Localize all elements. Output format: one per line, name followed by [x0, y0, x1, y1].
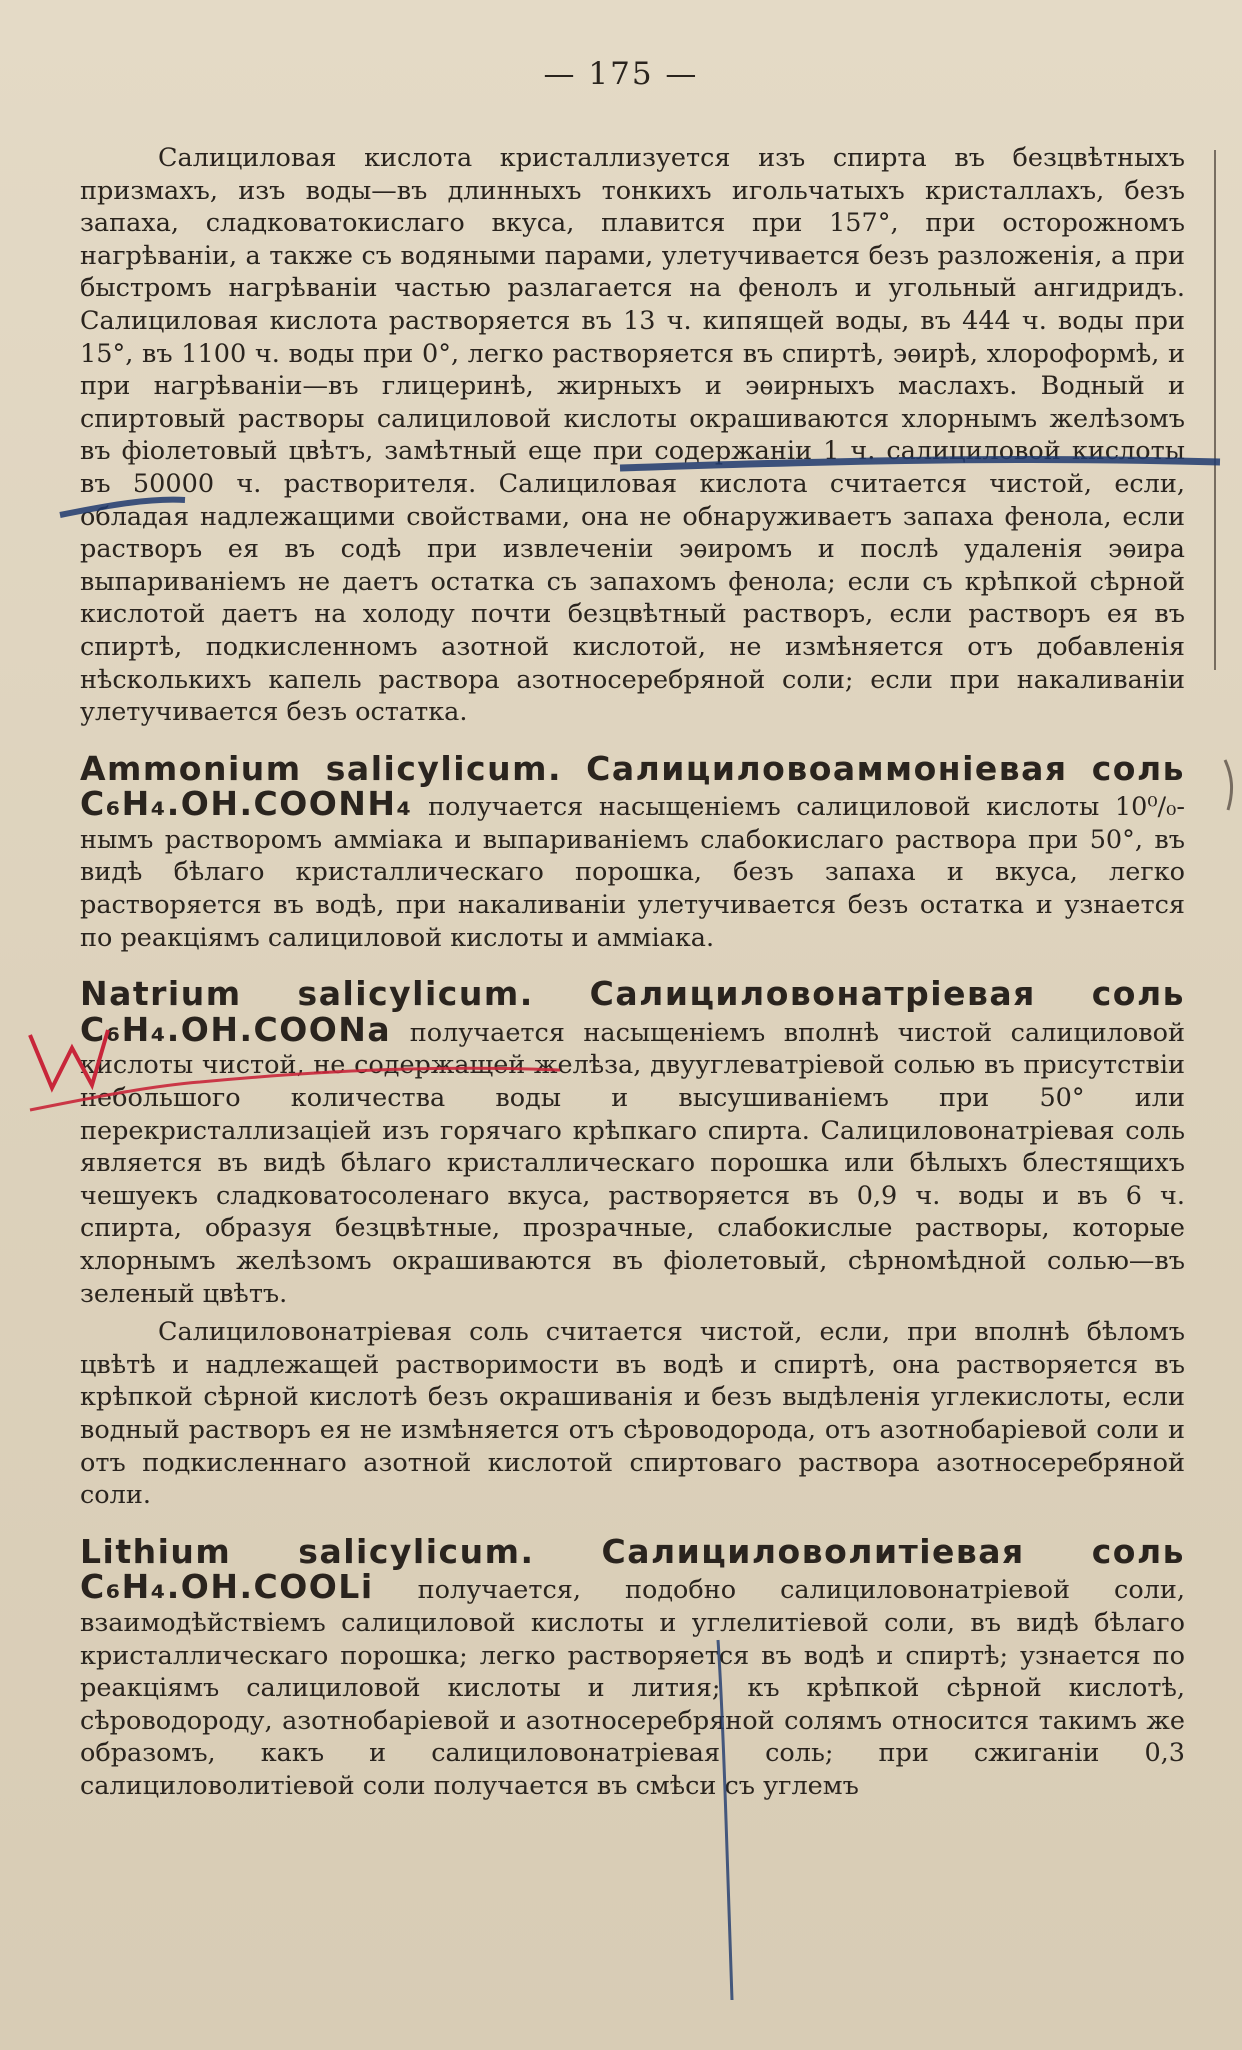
page-body: [80, 142, 1185, 1803]
margin-pencil-mark: [1225, 760, 1232, 810]
natrium-heading: Natrium salicylicum. Салициловонатрiевая соль C₆H₄.OH.COONa: [80, 974, 1185, 1049]
lithium-heading: Lithium salicylicum. Салициловолитiевая соль C₆H₄.OH.COOLi: [80, 1531, 1185, 1607]
ammonium-body: получается насыщенiемъ салициловой кислоты 10⁰/₀-нымъ растворомъ амміака и выпариванiемъ слабокислаго раствора при 50°, въ видѣ бѣлаго кристаллическаго порошка, безъ запаха и вкуса, легко растворяется въ водѣ, при накаливанiи улетучивается безъ остатка и узнается по реакцiямъ салициловой кислоты и амміака.: [80, 792, 1185, 953]
salicylic-acid-paragraph: Салициловая кислота кристаллизуется изъ спирта въ безцвѣтныхъ призмахъ, изъ воды—въ длинныхъ тонкихъ игольчатыхъ кристаллахъ, безъ запаха, сладковатокислаго вкуса, плавится при 157°, при осторожномъ нагрѣванiи, а также съ водяными парами, улетучивается безъ разложенiя, а при быстромъ нагрѣванiи частью разлагается на фенолъ и угольный ангидридъ. Салициловая кислота растворяется въ 13 ч. кипящей воды, въ 444 ч. воды при 15°, въ 1100 ч. воды при 0°, легко растворяется въ спиртѣ, эѳирѣ, хлороформѣ, и при нагрѣванiи—въ глицеринѣ, жирныхъ и эѳирныхъ маслахъ. Водный и спиртовый растворы салициловой кислоты окрашиваются хлорнымъ желѣзомъ въ фiолетовый цвѣтъ, замѣтный еще при содержанiи 1 ч. салициловой кислоты въ 50000 ч. растворителя. Салициловая кислота считается чистой, если, обладая надлежащими свойствами, она не обнаруживаетъ запаха фенола, если растворъ ея въ содѣ при извлеченiи эѳиромъ и послѣ удаленiя эѳира выпариванiемъ не даетъ остатка съ запахомъ фенола; если съ крѣпкой сѣрной кислотой даетъ на холоду почти безцвѣтный растворъ, если растворъ ея въ спиртѣ, подкисленномъ азотной кислотой, не измѣняется отъ добавленiя нѣсколькихъ капель раствора азотносеребряной соли; если при накаливанiи улетучивается безъ остатка.: [80, 143, 1185, 728]
lithium-entry: [80, 1531, 1185, 1803]
ammonium-heading: Ammonium salicylicum. Салициловоаммонiевая соль C₆H₄.OH.COONH₄: [80, 748, 1185, 824]
margin-line: [1214, 150, 1216, 670]
lithium-body: получается, подобно салициловонатрiевой соли, взаимодѣйствiемъ салициловой кислоты и углелитiевой соли, въ видѣ бѣлаго кристаллическаго порошка; легко растворяется въ водѣ и спиртѣ; узнается по реакцiямъ салициловой кислоты и лития; къ крѣпкой сѣрной кислотѣ, сѣроводороду, азотнобарiевой и азотносеребряной солямъ относится такимъ же образомъ, какъ и салициловонатрiевая соль; при сжиганiи 0,3 салициловолитiевой соли получается въ смѣси съ углемъ: [80, 1575, 1185, 1801]
ammonium-entry: [80, 748, 1185, 955]
natrium-purity-paragraph: Салициловонатрiевая соль считается чистой, если, при вполнѣ бѣломъ цвѣтѣ и надлежащей растворимости въ водѣ и спиртѣ, она растворяется въ крѣпкой сѣрной кислотѣ безъ окрашиванiя и безъ выдѣленiя углекислоты, если водный растворъ ея не измѣняется отъ сѣроводорода, отъ азотнобарiевой соли и отъ подкисленнаго азотной кислотой спиртоваго раствора азотносеребряной соли.: [80, 1317, 1185, 1511]
natrium-entry: [80, 974, 1185, 1310]
page-number: — 175 —: [543, 56, 699, 92]
natrium-body: получается насыщенiемъ вполнѣ чистой салициловой кислоты чистой, не содержащей желѣза, двууглеватрiевой солью въ присутствiи небольшого количества воды и высушиванiемъ при 50° или перекристаллизацiей изъ горячаго крѣпкаго спирта. Салициловонатрiевая соль является въ видѣ бѣлаго кристаллическаго порошка или бѣлыхъ блестящихъ чешуекъ сладковатосоленаго вкуса, растворяется въ 0,9 ч. воды и въ 6 ч. спирта, образуя безцвѣтные, прозрачные, слабокислые растворы, которые хлорнымъ желѣзомъ окрашиваются въ фiолетовый, сѣрномѣдной солью—въ зеленый цвѣтъ.: [80, 1017, 1185, 1309]
